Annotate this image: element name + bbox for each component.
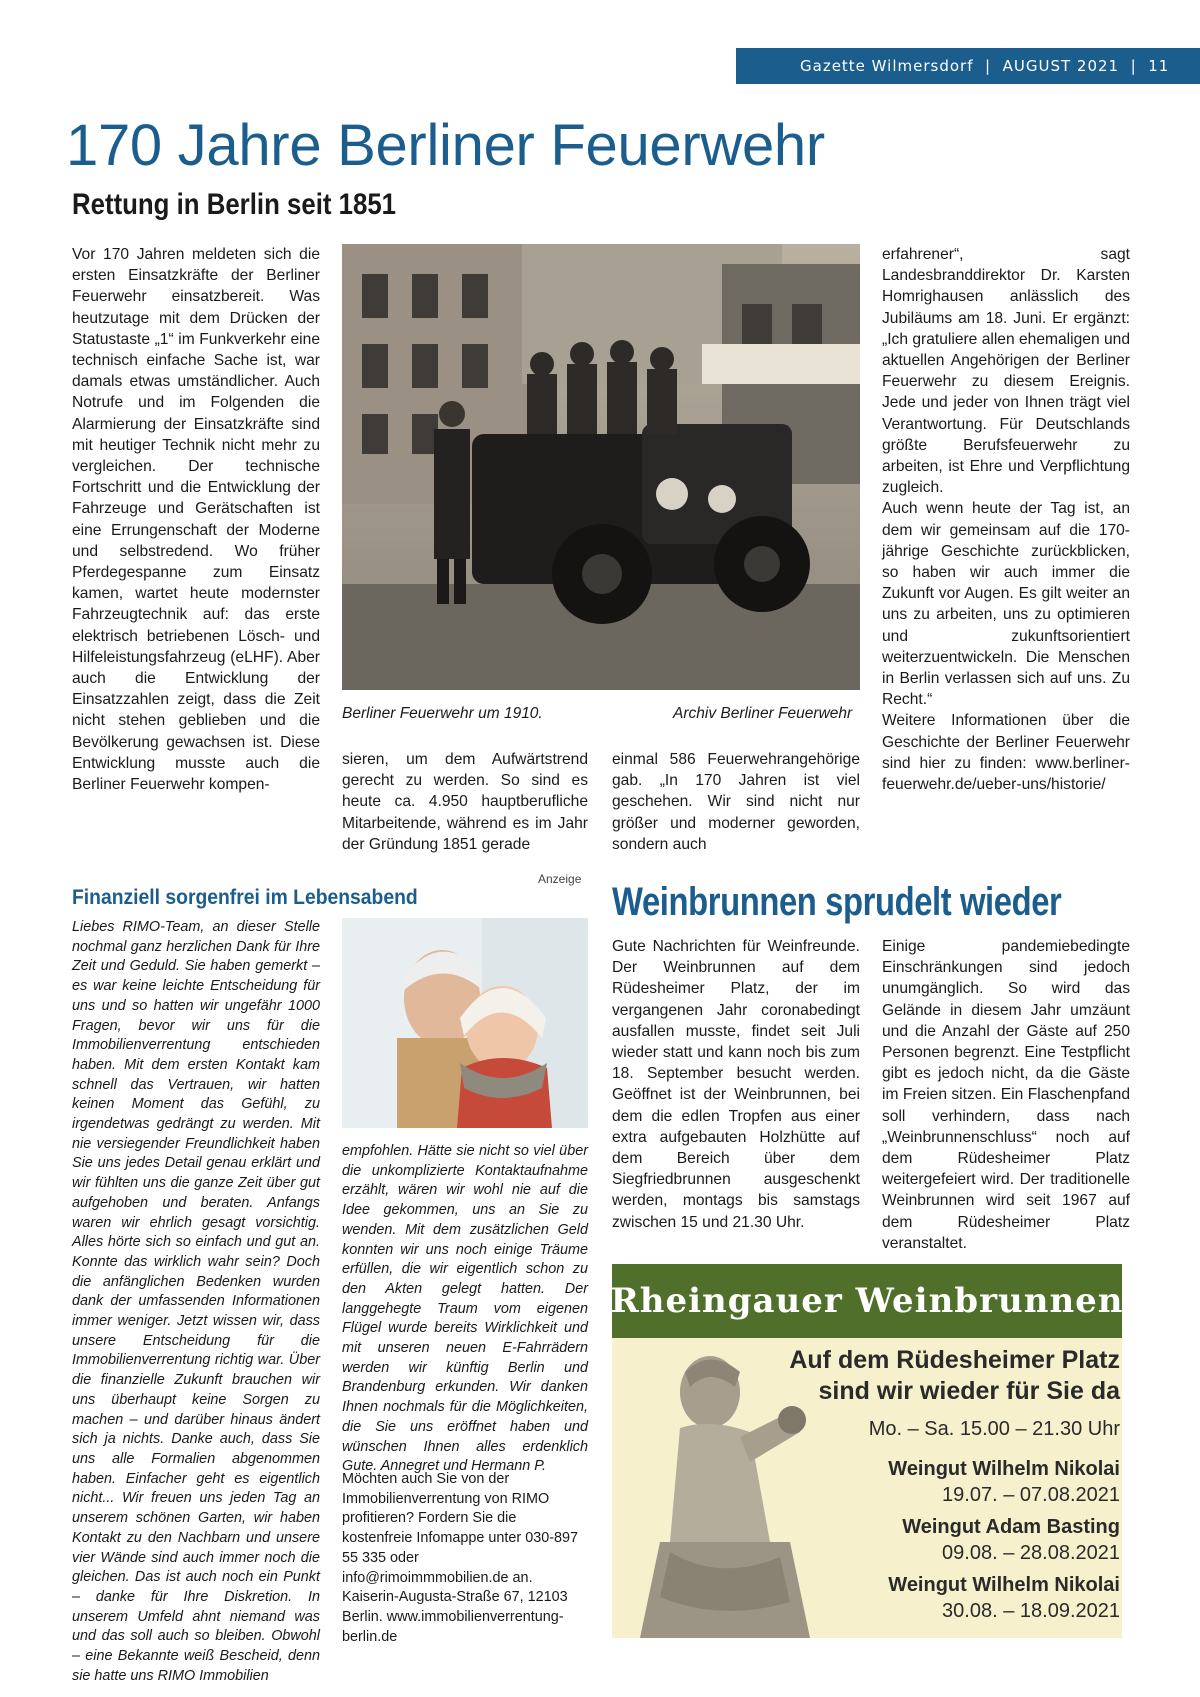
wein-schedule-name: Weingut Wilhelm Nikolai (888, 1458, 1120, 1480)
senior-couple-photo (342, 918, 588, 1128)
wein-column-2 (882, 936, 1130, 1254)
wein-text-1: Gute Nachrichten für Weinfreunde. Der Weinbrunnen auf dem Rüdesheimer Platz, der im vergangenen Jahr coronabedingt ausfallen musste, findet seit Juli wieder statt und kann noch bis zum 18. September besucht werden. Geöffnet ist der Weinbrunnen, bei dem die edlen Tropfen aus einer extra aufgebauten Holzhütte auf dem Bereich über dem Siegfriedbrunnen ausgeschenkt werden, montags bis samstags zwischen 15 und 21.30 Uhr. (612, 938, 860, 1231)
article-column-3 (612, 749, 860, 855)
wein-column-1 (612, 936, 860, 1233)
statue-icon (640, 1342, 830, 1638)
wein-schedule-dates: 19.07. – 07.08.2021 (942, 1484, 1120, 1506)
ad-contact-text: Möchten auch Sie von der Immobilienverrentung von RIMO profitieren? Fordern Sie die kostenfreie Infomappe unter 030-897 55 335 oder info@rimoimmmobilien.de an. Kaiserin-Augusta-Straße 67, 12103 Berlin. www.immobilienverrentung-berlin.de (342, 1471, 579, 1645)
senior-couple-illustration (342, 918, 588, 1128)
article-column-4 (882, 244, 1130, 795)
wein-schedule-dates: 30.08. – 18.09.2021 (942, 1600, 1120, 1622)
article-text-2: sieren, um dem Aufwärtstrend gerecht zu werden. So sind es heute ca. 4.950 hauptberufliche Mitarbeitende, während es im Jahr der Gründung 1851 gerade (342, 751, 588, 853)
wein-text-2: Einige pandemiebedingte Einschränkungen sind jedoch unumgänglich. So wird das Gelände in diesem Jahr umzäunt und die Anzahl der Gäste auf 250 Personen begrenzt. Eine Testpflicht gibt es jedoch nicht, da die Gäste im Freien sitzen. Ein Flaschenpfand soll verhindern, dass nach „Weinbrunnenschluss“ noch auf dem Rüdesheimer Platz weitergefeiert wird. Der traditionelle Weinbrunnen wird seit 1967 auf dem Rüdesheimer Platz veranstaltet. (882, 938, 1130, 1252)
article-title: 170 Jahre Berliner Feuerwehr (66, 113, 825, 178)
wein-schedule-name: Weingut Adam Basting (902, 1516, 1120, 1538)
article-text-3: einmal 586 Feuerwehrangehörige gab. „In 170 Jahren ist viel geschehen. Wir sind nicht nur größer und moderner geworden, sondern auch (612, 751, 860, 853)
historic-fire-truck-photo (342, 244, 860, 690)
article-text-1: Vor 170 Jahren meldeten sich die ersten Einsatzkräfte der Berliner Feuerwehr einsatzbereit. Was heutzutage mit dem Drücken der Statustaste „1“ im Funkverkehr eine technisch einfache Sache ist, war damals etwas umständlicher. Auch Notrufe und im Folgenden die Alarmierung der Einsatzkräfte sind mit heutiger Technik nicht mehr zu vergleichen. Der technische Fortschritt und die Entwicklung der Fahrzeuge und Gerätschaften ist eine Errungenschaft der Moderne und selbstredend. Wo früher Pferdegespanne zum Einsatz kamen, wartet heute modernster Fahrzeugtechnik auf: das erste elektrisch betriebenen Lösch- und Hilfeleistungsfahrzeug (eLHF). Aber auch die Entwicklung der Einsatzzahlen zeigt, dass die Zeit nicht stehen geblieben und die Bevölkerung gewachsen ist. Diese Entwicklung musste auch die Berliner Feuerwehr kompen- (72, 246, 320, 794)
article-text-4a: erfahrener“, sagt Landesbranddirektor Dr. Karsten Homrighausen anlässlich des Jubiläums am 18. Juni. Er ergänzt: „Ich gratuliere allen ehemaligen und aktuellen Angehörigen der Berliner Feuerwehr zu diesem Ereignis. Jede und jeder von Ihnen trägt viel Verantwortung. Für Deutschlands größte Berufsfeuerwehr zu arbeiten, ist Ehre und Verpflichtung zugleich. (882, 246, 1130, 497)
header-text: Gazette Wilmersdorf | AUGUST 2021 | 11 (800, 57, 1170, 75)
article-subtitle: Rettung in Berlin seit 1851 (72, 188, 397, 221)
ad-heading: Finanziell sorgenfrei im Lebensabend (72, 886, 418, 909)
wein-ad-banner: Rheingauer Weinbrunnen (612, 1264, 1122, 1338)
wein-hours: Mo. – Sa. 15.00 – 21.30 Uhr (868, 1418, 1120, 1440)
article-column-1 (72, 244, 320, 795)
page-header-bar (736, 48, 1200, 84)
bacchus-statue-illustration (640, 1342, 830, 1638)
ad-column-2 (342, 1142, 588, 1477)
article-text-4c: Weitere Informationen über die Geschichte der Berliner Feuerwehr sind hier zu finden: www.berliner-feuerwehr.de/ueber-uns/historie/ (882, 712, 1130, 794)
article-text-4b: Auch wenn heute der Tag ist, an dem wir gemeinsam auf die 170-jährige Geschichte zurückblicken, so haben wir auch immer die Zukunft vor Augen. Es gilt weiter an uns zu arbeiten, uns zu optimieren und zukunftsorientiert weiterzuentwickeln. Die Menschen in Berlin verlassen sich auf uns. Zu Recht.“ (882, 500, 1130, 709)
ad-text-2: empfohlen. Hätte sie nicht so viel über die unkomplizierte Kontaktaufnahme erzählt, wären wir wohl nie auf die Idee gekommen, uns an Sie zu wenden. Mit dem zusätzlichen Geld konnten wir uns noch einige Träume erfüllen, die wir eigentlich schon zu den Akten gelegt hatten. Der langgehegte Traum vom eigenen Flügel wurde bereits Wirklichkeit und mit unseren neuen E-Fahrrädern werden wir künftig Berlin und Brandenburg erkunden. Wir danken Ihnen nochmals für die Möglichkeiten, die Sie uns eröffnet haben und wünschen Ihnen alles erdenklich Gute. Annegret und Hermann P. (342, 1143, 588, 1475)
wein-schedule-name: Weingut Wilhelm Nikolai (888, 1574, 1120, 1596)
ad-contact (342, 1470, 588, 1647)
photo-credit: Archiv Berliner Feuerwehr (673, 705, 853, 722)
ad-column-1 (72, 918, 320, 1686)
wein-heading: Weinbrunnen sprudelt wieder (612, 880, 1062, 924)
wein-tagline-2: sind wir wieder für Sie da (818, 1377, 1120, 1405)
advertisement-label: Anzeige (538, 872, 582, 886)
article-column-2 (342, 749, 588, 855)
fire-truck-illustration (342, 244, 860, 690)
ad-text-1: Liebes RIMO-Team, an dieser Stelle nochmal ganz herzlichen Dank für Ihre Zeit und Geduld. Sie haben gemerkt – es war keine leichte Entscheidung für uns und so hatten wir ungefähr 1000 Fragen, bevor wir uns für die Immobilienverrentung entschieden haben. Mit dem ersten Kontakt kam schnell das Vertrauen, wir hatten keinen Moment das Gefühl, zu irgendetwas gedrängt zu werden. Mit nie versiegender Freundlichkeit haben Sie uns jedes Detail genau erklärt und wir fühlten uns die ganze Zeit über gut aufgehoben und beraten. Anfangs waren wir ehrlich gesagt vorsichtig. Alles hörte sich so einfach und gut an. Konnte das wirklich wahr sein? Doch die anfänglichen Bedenken wurden dank der umfassenden Informationen immer weniger. Jetzt wissen wir, dass unsere Entscheidung für die Immobilienverrentung richtig war. Über die finanzielle Zukunft brauchen wir uns überhaupt keine Sorgen zu machen – und darüber hinaus ändert sich ja nichts. Danke auch, dass Sie uns alle Formalien abgenommen haben. Einfacher geht es eigentlich nicht... Wir freuen uns jeden Tag an unserem schönen Garten, wir haben Kontakt zu den Nachbarn und unsere vier Wände sind auch immer noch die gleichen. Das ist auch noch ein Punkt – danke für Ihre Diskretion. In unserem Umfeld ahnt niemand was und das soll auch so bleiben. Obwohl – eine Bekannte weiß Bescheid, denn sie hatte uns RIMO Immobilien (72, 919, 320, 1684)
photo-caption: Berliner Feuerwehr um 1910. (342, 705, 543, 722)
wein-schedule-dates: 09.08. – 28.08.2021 (942, 1542, 1120, 1564)
wein-tagline-1: Auf dem Rüdesheimer Platz (789, 1346, 1120, 1374)
